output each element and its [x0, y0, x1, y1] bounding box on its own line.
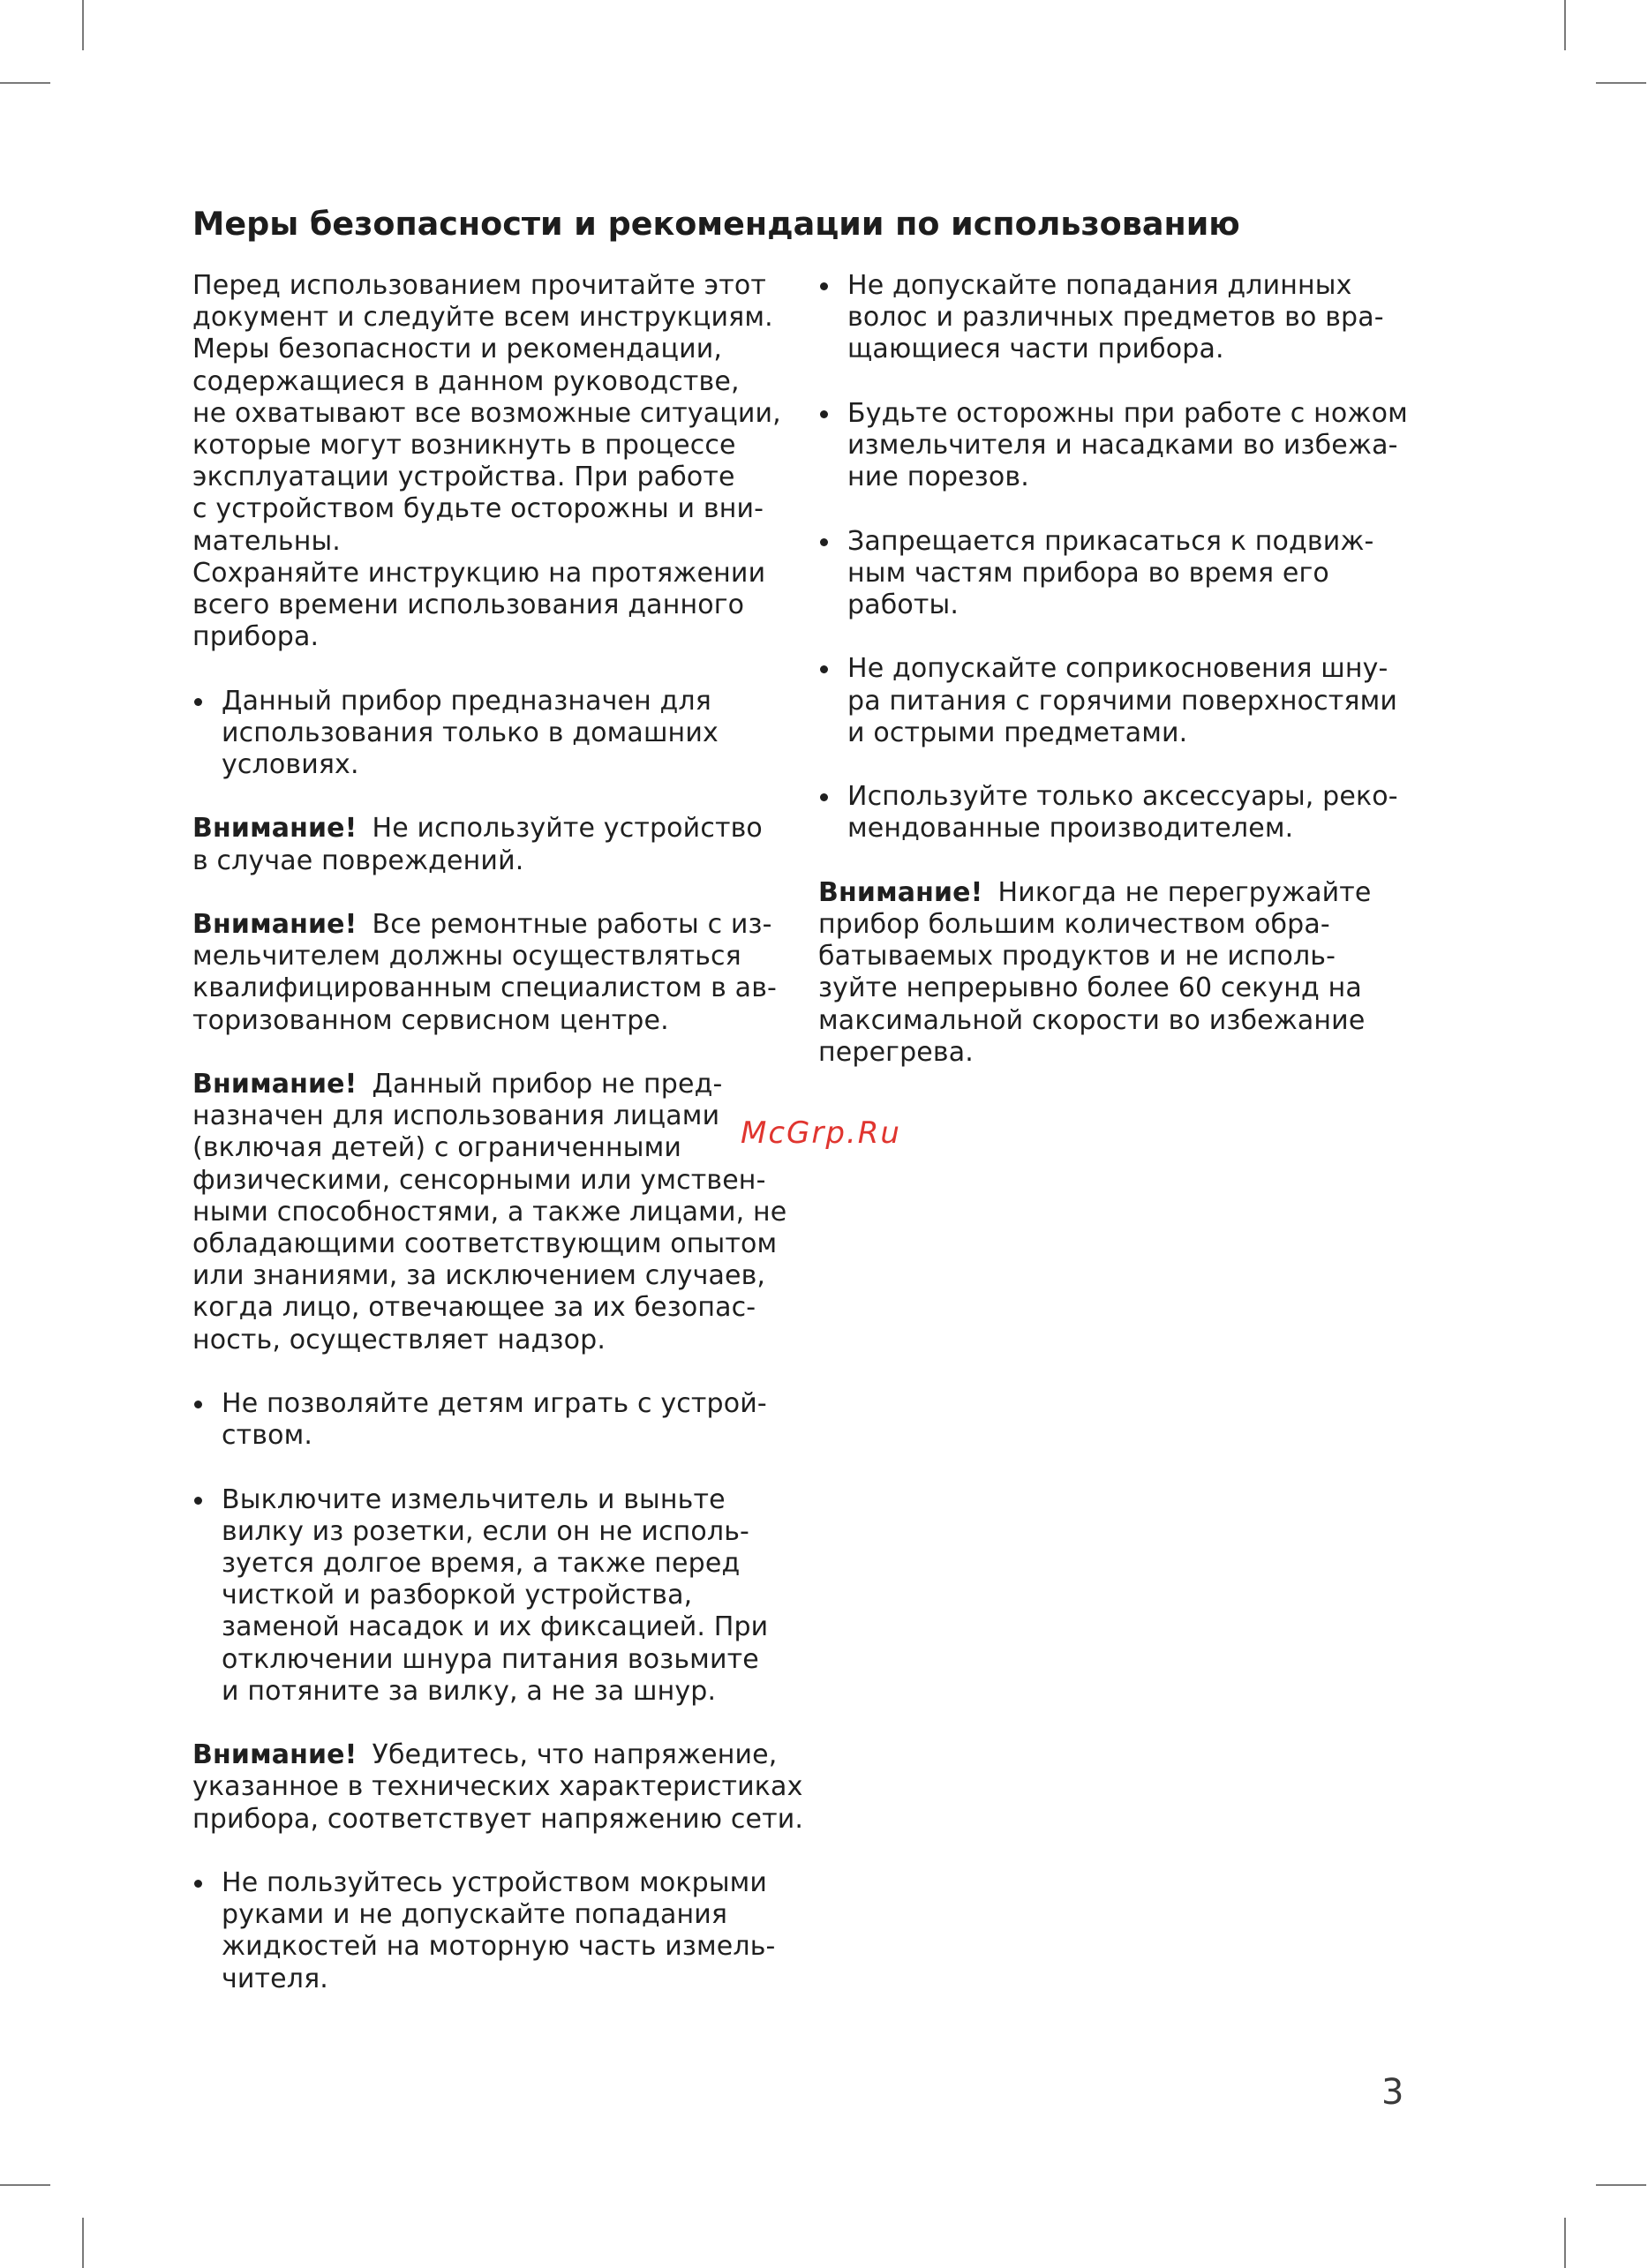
warning-label: Внимание! [192, 909, 357, 941]
text-line: с устройством будьте осторожны и вни- [192, 493, 764, 525]
text-line: ством. [222, 1420, 313, 1452]
warning-repair [192, 909, 793, 1037]
text-line: эксплуатации устройства. При работе [192, 462, 735, 493]
text-line: заменой насадок и их фиксацией. При [222, 1611, 769, 1643]
left-column [192, 270, 804, 2027]
warning-persons [192, 1069, 793, 1356]
text-line: Данный прибор предназначен для [222, 685, 711, 717]
text-line: Не допускайте попадания длинных [847, 270, 1352, 301]
warning-damage [192, 813, 793, 876]
text-line: Данный прибор не пред- [372, 1069, 723, 1100]
text-line: условиях. [222, 749, 359, 781]
bullet-item-knife [818, 398, 1418, 494]
right-column [818, 270, 1418, 1100]
warning-label: Внимание! [192, 1069, 357, 1100]
bullet-dot [194, 1880, 202, 1888]
bullet-item-moving-parts [818, 526, 1418, 622]
text-line: в случае повреждений. [192, 845, 524, 876]
crop-mark-bottom-left-vertical [82, 2218, 84, 2268]
intro-paragraph [192, 270, 793, 653]
warning-overload [818, 877, 1418, 1069]
warning-label: Внимание! [818, 876, 983, 908]
text-line: ра питания с горячими поверхностями [847, 685, 1398, 717]
text-line: и потяните за вилку, а не за шнур. [222, 1675, 717, 1707]
warning-voltage [192, 1739, 804, 1836]
text-line: ность, осуществляет надзор. [192, 1324, 606, 1356]
text-line: обладающими соответствующим опытом [192, 1228, 778, 1260]
crop-mark-bottom-right-horizontal [1596, 2184, 1646, 2186]
bullet-item-hair [818, 270, 1418, 366]
crop-mark-top-right-horizontal [1596, 82, 1646, 84]
crop-mark-top-right-vertical [1564, 0, 1566, 50]
bullet-dot [194, 1401, 202, 1408]
text-line: не охватывают все возможные ситуации, [192, 397, 781, 429]
bullet-item-cord [818, 653, 1418, 749]
crop-mark-bottom-right-vertical [1564, 2218, 1566, 2268]
warning-label: Внимание! [192, 1739, 357, 1771]
text-line: Сохраняйте инструкцию на протяжении [192, 557, 766, 589]
bullet-dot [820, 282, 828, 290]
text-line: щающиеся части прибора. [847, 334, 1224, 365]
text-line: Никогда не перегружайте [997, 876, 1372, 908]
bullet-item-wet-hands [192, 1867, 793, 1995]
text-line: жидкостей на моторную часть измель- [222, 1931, 776, 1963]
text-line: использования только в домашних [222, 717, 719, 748]
text-line: прибора. [192, 621, 320, 653]
text-line: прибора, соответствует напряжению сети. [192, 1803, 804, 1835]
text-line: когда лицо, отвечающее за их безопас- [192, 1292, 756, 1324]
text-line: Запрещается прикасаться к подвиж- [847, 525, 1374, 557]
crop-mark-top-left-horizontal [0, 82, 50, 84]
text-line: зуйте непрерывно более 60 секунд на [818, 973, 1362, 1004]
text-line: руками и не допускайте попадания [222, 1899, 728, 1931]
bullet-dot [820, 538, 828, 546]
text-line: Используйте только аксессуары, реко- [847, 781, 1398, 813]
bullet-item-children [192, 1388, 793, 1452]
page-number: 3 [1381, 2072, 1404, 2113]
text-line: которые могут возникнуть в процессе [192, 430, 736, 462]
text-line: чисткой и разборкой устройства, [222, 1580, 693, 1611]
text-line: прибор большим количеством обра- [818, 908, 1330, 940]
text-line: документ и следуйте всем инструкциям. [192, 302, 773, 334]
text-line: и острыми предметами. [847, 717, 1188, 748]
text-line: Не позволяйте детям играть с устрой- [222, 1388, 767, 1420]
text-line: Перед использованием прочитайте этот [192, 270, 766, 301]
bullet-dot [820, 410, 828, 418]
text-line: чителя. [222, 1963, 328, 1994]
text-line: назначен для использования лицами [192, 1100, 720, 1132]
text-line: измельчителя и насадками во избежа- [847, 430, 1398, 461]
text-line: (включая детей) с ограниченными [192, 1132, 682, 1164]
text-line: Выключите измельчитель и выньте [222, 1483, 726, 1515]
site-watermark: McGrp.Ru [741, 1115, 901, 1151]
bullet-item-domestic-use [192, 686, 793, 782]
text-line: содержащиеся в данном руководстве, [192, 365, 740, 397]
page-title: Меры безопасности и рекомендации по использованию [192, 205, 1240, 243]
text-line: квалифицированным специалистом в ав- [192, 973, 778, 1004]
text-line: Не допускайте соприкосновения шну- [847, 653, 1388, 685]
text-line: Меры безопасности и рекомендации, [192, 334, 723, 365]
text-line: волос и различных предметов во вра- [847, 302, 1384, 334]
crop-mark-top-left-vertical [82, 0, 84, 50]
text-line: работы. [847, 590, 959, 620]
text-line: максимальной скорости во избежание [818, 1004, 1366, 1036]
text-line: Не пользуйтесь устройством мокрыми [222, 1867, 768, 1899]
text-line: отключении шнура питания возьмите [222, 1643, 759, 1675]
text-line: Убедитесь, что напряжение, [372, 1739, 778, 1771]
text-line: Будьте осторожны при работе с ножом [847, 397, 1408, 429]
text-line: всего времени использования данного [192, 590, 745, 621]
text-line: мательны. [192, 525, 341, 557]
text-line: ными способностями, а также лицами, не [192, 1196, 787, 1228]
bullet-dot [820, 793, 828, 801]
text-line: мендованные производителем. [847, 813, 1294, 845]
text-line: ным частям прибора во время его [847, 557, 1329, 589]
text-line: мельчителем должны осуществляться [192, 941, 741, 973]
bullet-dot [820, 665, 828, 673]
warning-label: Внимание! [192, 813, 357, 845]
bullet-item-accessories [818, 781, 1418, 845]
text-line: перегрева. [818, 1036, 974, 1068]
text-line: Не используйте устройство [372, 813, 763, 845]
text-line: указанное в технических характеристиках [192, 1771, 803, 1803]
text-line: торизованном сервисном центре. [192, 1004, 669, 1036]
text-line: вилку из розетки, если он не исполь- [222, 1515, 750, 1547]
crop-mark-bottom-left-horizontal [0, 2184, 50, 2186]
text-line: ние порезов. [847, 462, 1029, 493]
text-line: батываемых продуктов и не исполь- [818, 941, 1336, 973]
text-line: или знаниями, за исключением случаев, [192, 1260, 766, 1292]
bullet-item-unplug [192, 1484, 793, 1708]
text-line: физическими, сенсорными или умствен- [192, 1164, 766, 1196]
bullet-dot [194, 698, 202, 706]
text-line: зуется долгое время, а также перед [222, 1548, 741, 1580]
bullet-dot [194, 1497, 202, 1505]
text-line: Все ремонтные работы с из- [372, 909, 772, 941]
